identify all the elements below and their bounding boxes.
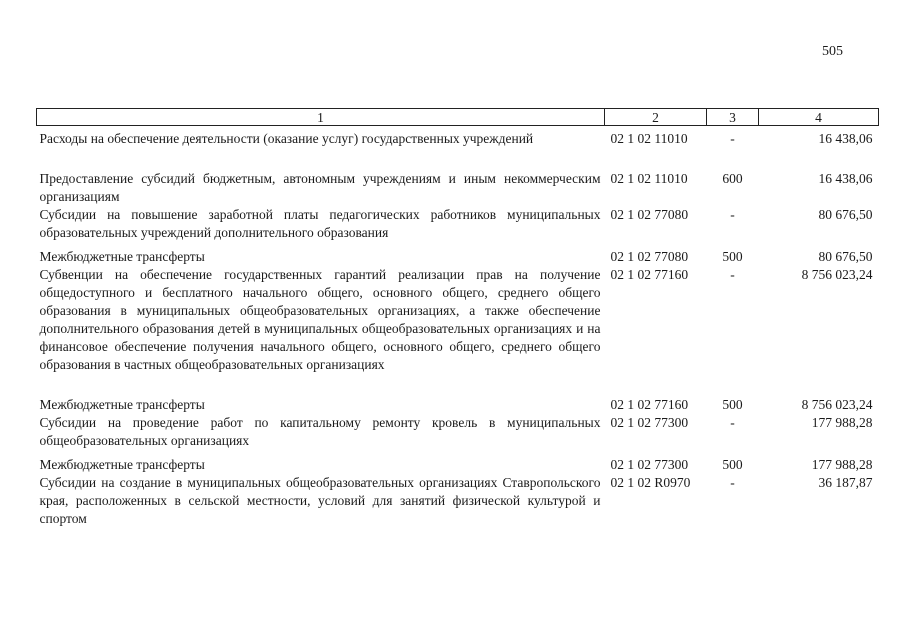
row-description: Субсидии на проведение работ по капитальному ремонту кровель в муниципальных общеобразовательных организациях	[39, 415, 601, 448]
table-row	[37, 396, 879, 414]
header-row	[37, 109, 879, 126]
row-amount: 80 676,50	[818, 249, 873, 264]
row-amount: 8 756 023,24	[801, 397, 873, 412]
header-cell-1: 1	[37, 109, 605, 126]
row-type: -	[730, 475, 735, 490]
table-row	[37, 170, 879, 206]
row-description: Предоставление субсидий бюджетным, автономным учреждениям и иным некоммерческим организациям	[39, 171, 601, 204]
row-description: Субвенции на обеспечение государственных гарантий реализации прав на получение общедоступного и бесплатного начального общего, основного общего, среднего общего образования в муниципальных общеобразовательных организациях, а также обеспечение дополнительного образования детей в муниципальных общеобразовательных организациях и на финансовое обеспечение получения начального общего, основного общего, среднего общего образования в частных общеобразовательных организациях	[39, 267, 601, 372]
row-amount: 177 988,28	[811, 415, 873, 430]
page-number: 505	[822, 44, 843, 59]
row-code: 02 1 02 11010	[610, 171, 688, 186]
table-row	[37, 456, 879, 474]
table-body	[37, 126, 879, 529]
table-row	[37, 130, 879, 148]
row-type: 500	[722, 249, 743, 264]
row-amount: 16 438,06	[818, 131, 873, 146]
header-cell-2: 2	[605, 109, 707, 126]
table-row	[37, 206, 879, 242]
row-type: -	[730, 207, 735, 222]
row-description: Расходы на обеспечение деятельности (оказание услуг) государственных учреждений	[39, 131, 534, 146]
row-type: -	[730, 131, 735, 146]
row-description: Межбюджетные трансферты	[39, 249, 205, 264]
row-description: Межбюджетные трансферты	[39, 397, 205, 412]
row-code: 02 1 02 77300	[610, 415, 689, 430]
table-row	[37, 266, 879, 374]
header-cell-4: 4	[759, 109, 879, 126]
row-amount: 8 756 023,24	[801, 267, 873, 282]
row-amount: 177 988,28	[811, 457, 873, 472]
row-code: 02 1 02 77080	[610, 249, 689, 264]
row-description: Субсидии на создание в муниципальных общеобразовательных организациях Ставропольского края, расположенных в сельской местности, условий для занятий физической культурой и спортом	[39, 475, 601, 526]
table-row	[37, 414, 879, 450]
row-amount: 80 676,50	[818, 207, 873, 222]
row-code: 02 1 02 77160	[610, 397, 689, 412]
row-type: 500	[722, 397, 743, 412]
row-code: 02 1 02 11010	[610, 131, 688, 146]
budget-table	[36, 108, 879, 528]
row-code: 02 1 02 77300	[610, 457, 689, 472]
row-description: Межбюджетные трансферты	[39, 457, 205, 472]
row-code: 02 1 02 R0970	[610, 475, 691, 490]
row-code: 02 1 02 77160	[610, 267, 689, 282]
table-row	[37, 474, 879, 528]
table-header	[37, 109, 879, 126]
table-row	[37, 248, 879, 266]
row-amount: 16 438,06	[818, 171, 873, 186]
row-description: Субсидии на повышение заработной платы педагогических работников муниципальных образовательных учреждений дополнительного образования	[39, 207, 601, 240]
row-type: 600	[722, 171, 743, 186]
row-amount: 36 187,87	[818, 475, 873, 490]
row-type: -	[730, 267, 735, 282]
header-cell-3: 3	[707, 109, 759, 126]
row-code: 02 1 02 77080	[610, 207, 689, 222]
row-type: 500	[722, 457, 743, 472]
row-type: -	[730, 415, 735, 430]
